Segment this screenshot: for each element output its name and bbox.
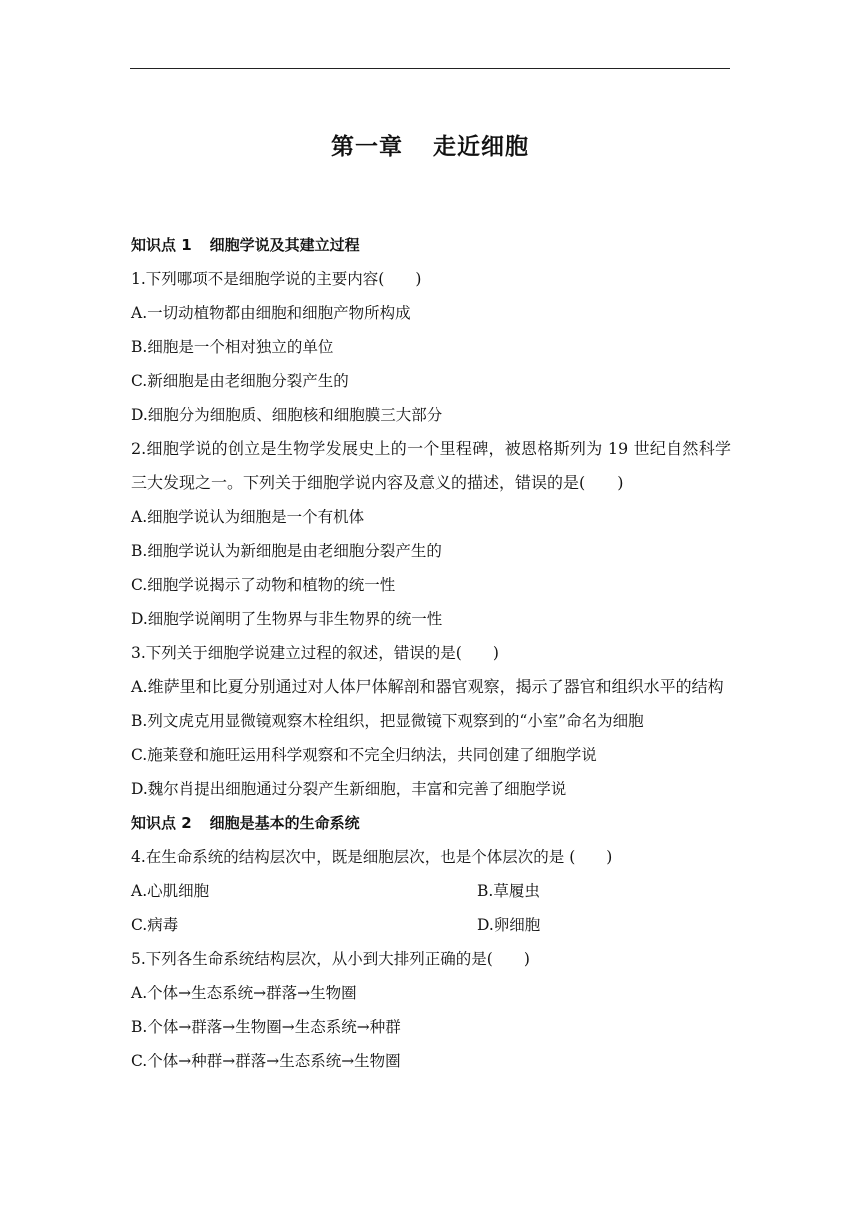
question-content [131,228,731,1078]
question-1-option-b: B.细胞是一个相对独立的单位 [131,338,334,356]
question-5-option-a: A.个体→生态系统→群落→生物圈 [131,984,357,1002]
question-3-stem: 3.下列关于细胞学说建立过程的叙述，错误的是( ) [131,644,499,662]
question-3-option-a: A.维萨里和比夏分别通过对人体尸体解剖和器官观察，揭示了器官和组织水平的结构 [131,677,724,696]
question-4-options-row-2 [131,908,731,942]
question-4-stem: 4.在生命系统的结构层次中，既是细胞层次，也是个体层次的是 ( ) [131,848,613,866]
question-4-option-d: D.卵细胞 [477,916,541,934]
question-1-option-a: A.一切动植物都由细胞和细胞产物所构成 [131,304,411,322]
question-2-option-b: B.细胞学说认为新细胞是由老细胞分裂产生的 [131,542,442,560]
section-heading-2 [131,806,731,840]
question-3-option-b: B.列文虎克用显微镜观察木栓组织，把显微镜下观察到的“小室”命名为细胞 [131,712,644,730]
question-5-option-b: B.个体→群落→生物圈→生态系统→种群 [131,1018,401,1036]
chapter-number: 第一章 [331,134,403,160]
question-2-option-c: C.细胞学说揭示了动物和植物的统一性 [131,576,396,594]
question-3-option-d: D.魏尔肖提出细胞通过分裂产生新细胞，丰富和完善了细胞学说 [131,780,567,798]
section-text: 细胞学说及其建立过程 [209,236,360,254]
question-4-option-b: B.草履虫 [477,882,540,900]
question-2-stem: 2.细胞学说的创立是生物学发展史上的一个里程碑，被恩格斯列为 19 世纪自然科学三大发现之一。下列关于细胞学说内容及意义的描述，错误的是( ) [131,439,731,492]
chapter-name: 走近细胞 [433,134,529,160]
question-5-stem: 5.下列各生命系统结构层次，从小到大排列正确的是( ) [131,950,530,968]
header-rule [130,68,730,69]
question-1-stem: 1.下列哪项不是细胞学说的主要内容( ) [131,270,422,288]
question-4-options-row-1 [131,874,731,908]
question-2-option-a: A.细胞学说认为细胞是一个有机体 [131,508,365,526]
question-3-option-c: C.施莱登和施旺运用科学观察和不完全归纳法，共同创建了细胞学说 [131,746,597,764]
question-4-option-a: A.心肌细胞 [131,882,210,900]
question-5-option-c: C.个体→种群→群落→生态系统→生物圈 [131,1052,401,1070]
question-1-option-d: D.细胞分为细胞质、细胞核和细胞膜三大部分 [131,406,443,424]
question-1-option-c: C.新细胞是由老细胞分裂产生的 [131,372,349,390]
section-label: 知识点 2 [131,814,192,832]
question-4-option-c: C.病毒 [131,916,179,934]
section-text: 细胞是基本的生命系统 [209,814,360,832]
section-heading-1 [131,228,731,262]
chapter-title [0,128,860,161]
section-label: 知识点 1 [131,236,192,254]
question-2-option-d: D.细胞学说阐明了生物界与非生物界的统一性 [131,610,443,628]
